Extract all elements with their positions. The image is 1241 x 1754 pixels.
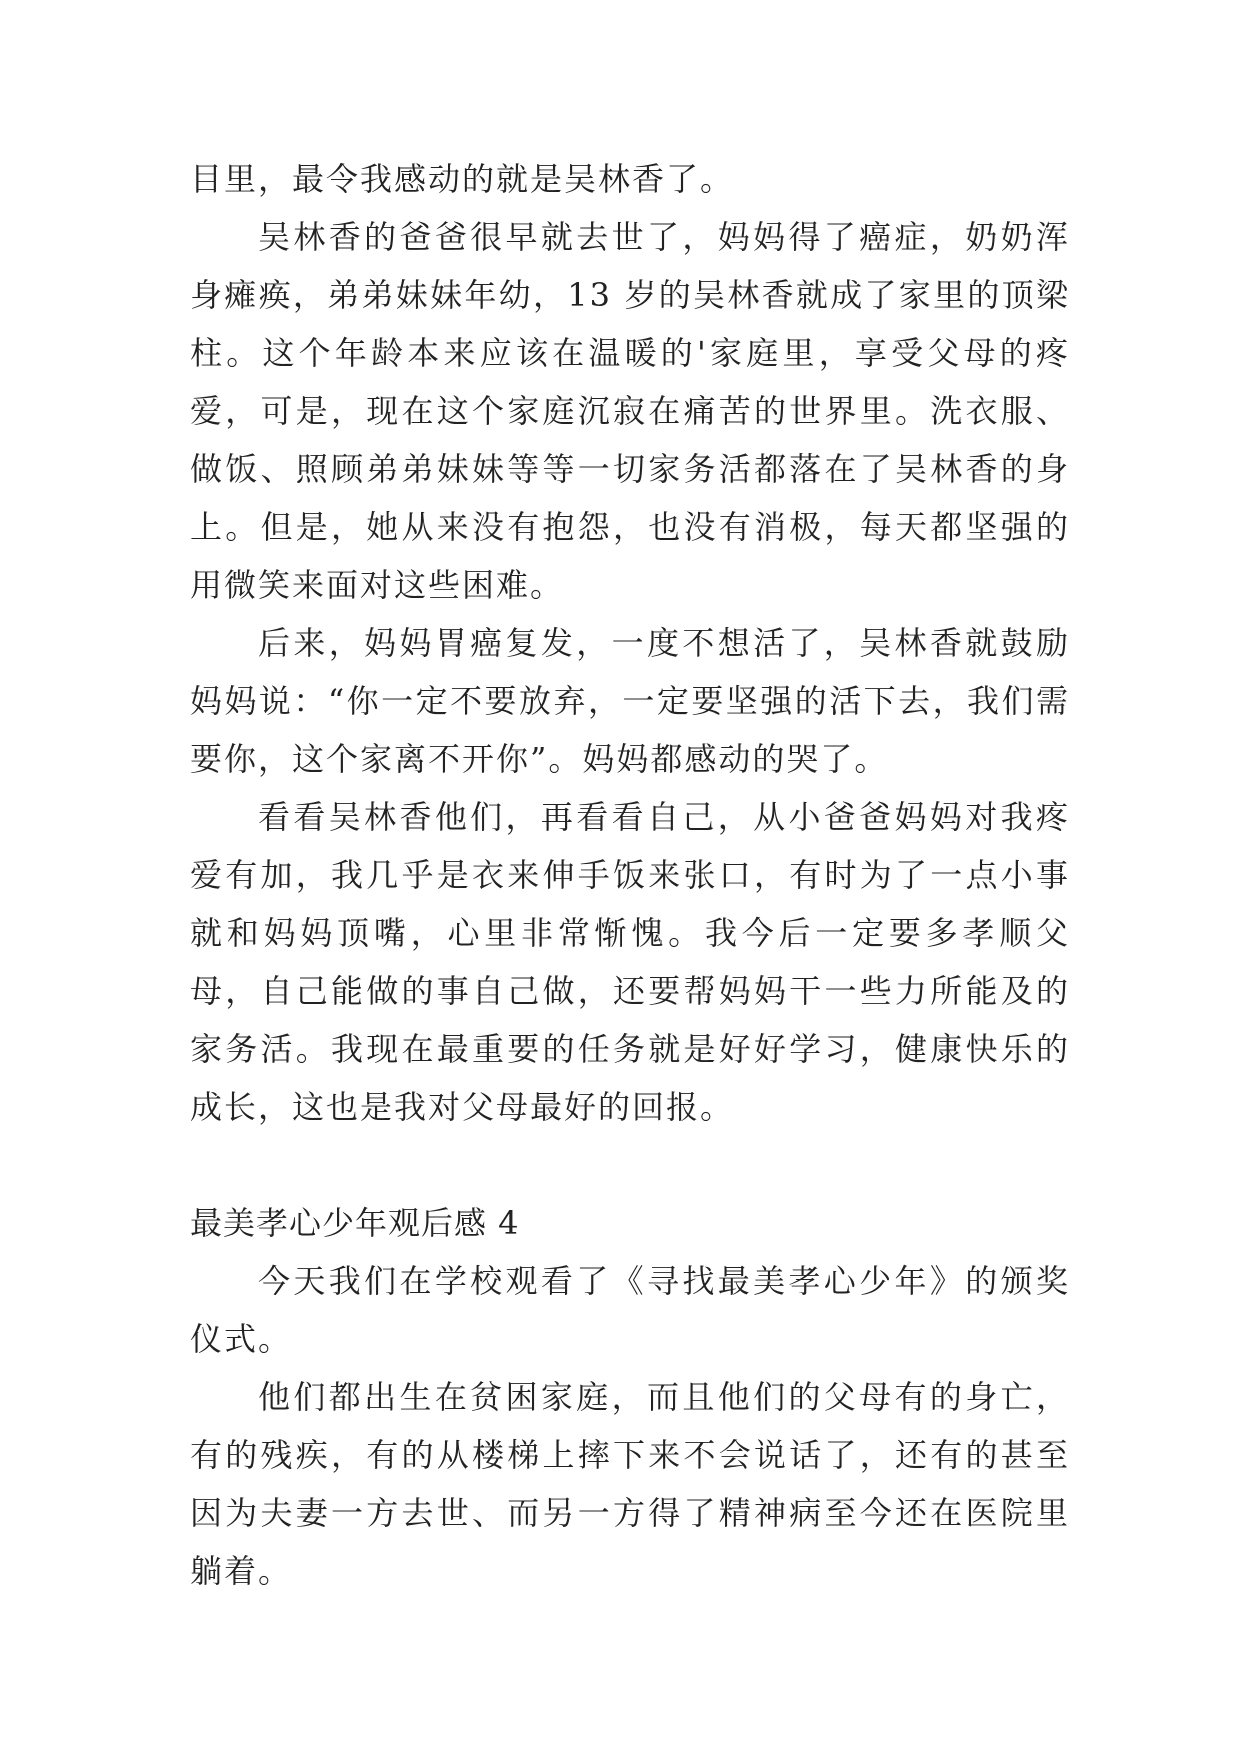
paragraph: 后来，妈妈胃癌复发，一度不想活了，吴林香就鼓励妈妈说：“你一定不要放弃，一定要坚强的活下去，我们需要你，这个家离不开你”。妈妈都感动的哭了。 bbox=[190, 624, 1070, 778]
paragraph: 他们都出生在贫困家庭，而且他们的父母有的身亡，有的残疾，有的从楼梯上摔下来不会说话了，还有的甚至因为夫妻一方去世、而另一方得了精神病至今还在医院里躺着。 bbox=[190, 1378, 1070, 1590]
section-title: 最美孝心少年观后感 4 bbox=[190, 1204, 520, 1242]
paragraph: 今天我们在学校观看了《寻找最美孝心少年》的颁奖仪式。 bbox=[190, 1262, 1070, 1358]
paragraph: 吴林香的爸爸很早就去世了，妈妈得了癌症，奶奶浑身瘫痪，弟弟妹妹年幼，13 岁的吴林香就成了家里的顶梁柱。这个年龄本来应该在温暖的'家庭里，享受父母的疼爱，可是，现在这个家庭沉寂在痛苦的世界里。洗衣服、做饭、照顾弟弟妹妹等等一切家务活都落在了吴林香的身上。但是，她从来没有抱怨，也没有消极，每天都坚强的用微笑来面对这些困难。 bbox=[190, 218, 1070, 604]
document-page bbox=[190, 150, 1070, 1600]
paragraph: 目里，最令我感动的就是吴林香了。 bbox=[190, 160, 735, 198]
paragraph: 看看吴林香他们，再看看自己，从小爸爸妈妈对我疼爱有加，我几乎是衣来伸手饭来张口，有时为了一点小事就和妈妈顶嘴，心里非常惭愧。我今后一定要多孝顺父母，自己能做的事自己做，还要帮妈妈干一些力所能及的家务活。我现在最重要的任务就是好好学习，健康快乐的成长，这也是我对父母最好的回报。 bbox=[190, 798, 1070, 1126]
